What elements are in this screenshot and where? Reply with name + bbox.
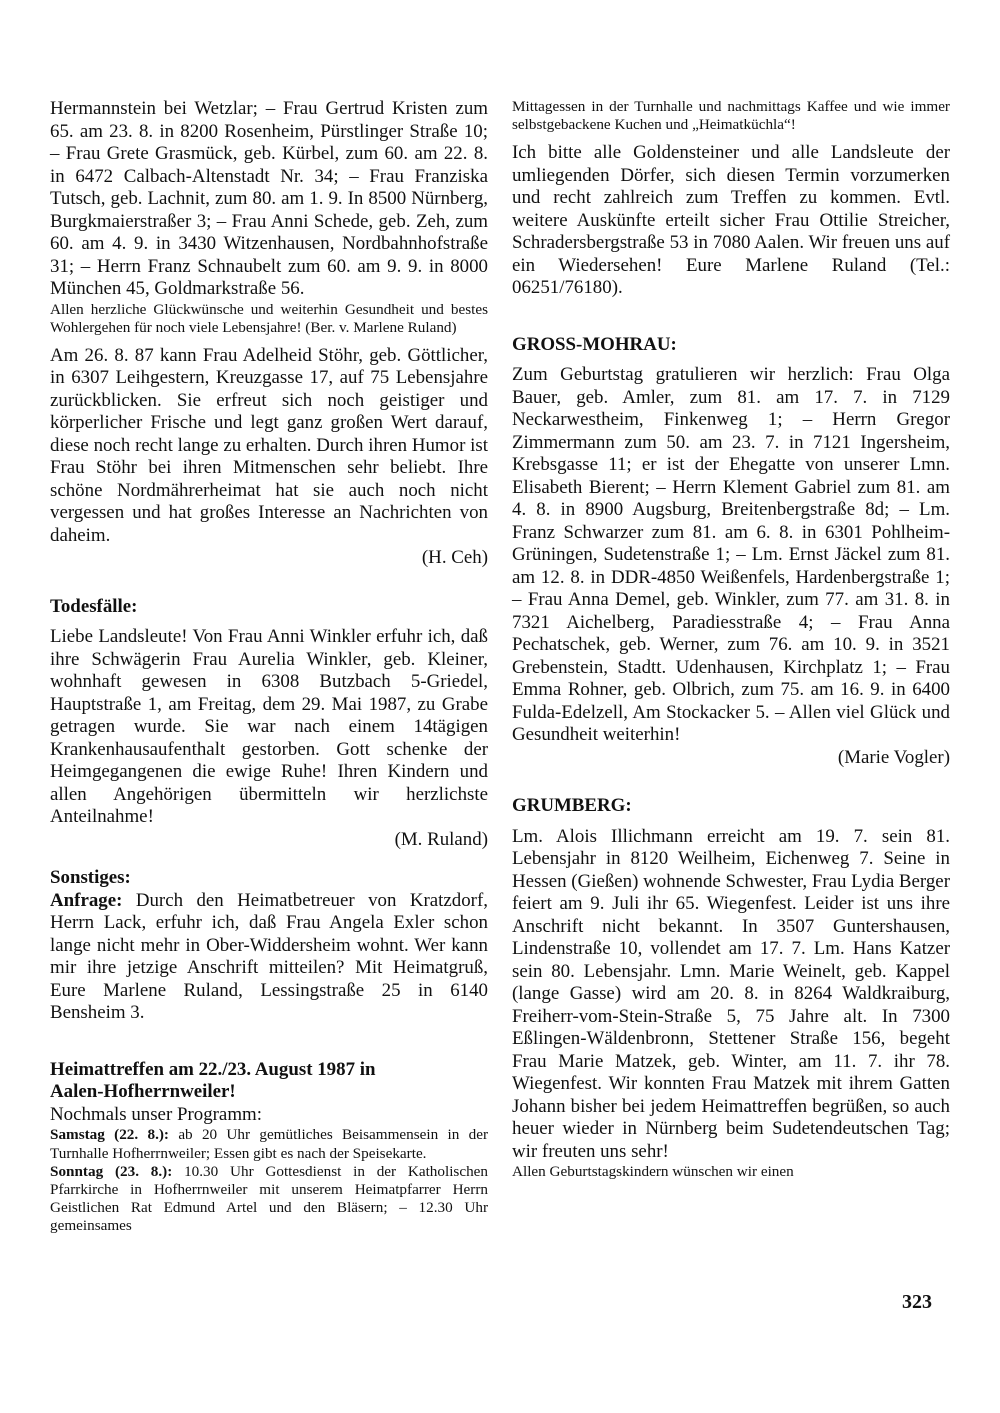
section-heading-sonstiges: Sonstiges: — [50, 867, 131, 889]
invitation-paragraph: Ich bitte alle Goldensteiner und alle Landsleute der umliegenden Dörfer, sich diesen Termin vorzumerken und recht zahlreich zum Treffen zu kommen. Evtl. weitere Auskünfte erteilt sicher Frau Ottilie Streicher, Schradersbergstraße 53 in 7080 Aalen. Wir freuen uns auf ein Wiedersehen! Eure Marlene Ruland (Tel.: 06251/76180). — [512, 142, 950, 299]
author-signature: (H. Ceh) — [421, 547, 488, 569]
section-heading-grumberg: GRUMBERG: — [512, 795, 632, 817]
congratulations-note: Allen herzliche Glückwünsche und weiterhin Gesundheit und bestes Wohlergehen für noch viele Lebensjahre! (Ber. v. Marlene Ruland) — [50, 300, 488, 336]
right-column — [512, 98, 950, 1182]
section-heading-gross-mohrau: GROSS-MOHRAU: — [512, 333, 677, 355]
program-intro: Nochmals unser Programm: — [50, 1103, 262, 1125]
inquiry-text: Durch den Heimatbetreuer von Kratzdorf, Herrn Lack, erfuhr ich, daß Frau Angela Exler schon lange nicht mehr in Ober-Widdersheim wohnt. Wer kann mir ihre jetzige Anschrift mitteilen? Mit Heimatgruß, Eure Marlene Ruland, Lessingstraße 25 in 6140 Bensheim 3. — [50, 889, 488, 1024]
reunion-heading-line-1: Heimattreffen am 22./23. August 1987 in — [50, 1058, 376, 1080]
inquiry-label: Anfrage: — [50, 889, 123, 911]
saturday-label: Samstag (22. 8.): — [50, 1126, 169, 1144]
left-column — [50, 98, 488, 1236]
author-signature: (M. Ruland) — [394, 828, 488, 850]
reunion-heading-line-2: Aalen-Hofherrnweiler! — [50, 1081, 236, 1103]
saturday-text: ab 20 Uhr gemütliches Beisammensein in der Turnhalle Hofherrnweiler; Essen gibt es nach der Speisekarte. — [50, 1126, 489, 1162]
section-heading-todesfaelle: Todesfälle: — [50, 595, 138, 617]
page-number: 323 — [902, 1291, 932, 1313]
stoehr-birthday-paragraph: Am 26. 8. 87 kann Frau Adelheid Stöhr, geb. Göttlicher, in 6307 Leihgestern, Kreuzgasse 17, auf 75 Lebensjahre zurückblicken. Sie erfreut sich noch geistiger und körperlicher Frische und legt ganz großen Wert darauf, diese noch recht lange zu erhalten. Durch ihren Humor ist Frau Stöhr bei ihren Mitmenschen sehr beliebt. Ihre schöne Nordmährerheimat hat sie auch noch nicht vergessen und hat großes Interesse an Nachrichten von daheim. — [50, 344, 488, 546]
gross-mohrau-birthdays: Zum Geburtstag gratulieren wir herzlich: Frau Olga Bauer, geb. Amler, zum 81. am 17. 7. in 7129 Neckarwestheim, Finkenweg 1; – Herrn Gregor Zimmermann zum 50. am 23. 7. in 7121 Ingersheim, Krebsgasse 11; er ist der Ehegatte von unserer Lmn. Elisabeth Bierent; – Herrn Klement Gabriel zum 81. am 4. 8. in 8900 Augsburg, Breitenbergstraße 8d; – Lm. Franz Schwarzer zum 81. am 6. 8. in 6301 Pohlheim-Grüningen, Sudetenstraße 1; – Lm. Ernst Jäckel zum 81. am 12. 8. in DDR-4850 Weißenfels, Hardenbergstraße 1; – Frau Anna Demel, geb. Winkler, zum 77. am 31. 8. in 7321 Aichelberg, Paradiesstraße 4; – Frau Anna Pechatschek, geb. Werner, zum 76. am 10. 9. in 3521 Grebenstein, Stadtt. Udenhausen, Kirchplatz 1; – Frau Emma Rohner, geb. Olbrich, zum 75. am 16. 9. in 6400 Fulda-Edelzell, Am Stockacker 5. – Allen viel Glück und Gesundheit weiterhin! — [512, 364, 950, 746]
author-signature: (Marie Vogler) — [837, 746, 950, 768]
birthday-list-paragraph: Hermannstein bei Wetzlar; – Frau Gertrud Kristen zum 65. am 23. 8. in 8200 Rosenheim, Pürstlinger Straße 10; – Frau Grete Grasmück, geb. Kürbel, zum 60. am 22. 8. in 6472 Calbach-Altenstadt Nr. 34; – Frau Franziska Tutsch, geb. Lachnit, zum 80. am 1. 9. In 8500 Nürnberg, Burgkmaierstraßer 3; – Frau Anni Schede, geb. Zeh, zum 60. am 4. 9. in 3430 Witzenhausen, Nordbahnhofstraße 31; – Herrn Franz Schnaubelt zum 60. am 9. 9. in 8000 München 45, Goldmarkstraße 56. — [50, 98, 488, 299]
program-sunday — [50, 1163, 488, 1236]
sunday-text: 10.30 Uhr Gottesdienst in der Katholischen Pfarrkirche in Hofherrnweiler mit unserem Heimatpfarrer Herrn Geistlichen Rat Edmund Artel und den Bläsern; – 12.30 Uhr gemeinsames — [50, 1162, 489, 1235]
program-continued-paragraph: Mittagessen in der Turnhalle und nachmittags Kaffee und wie immer selbstgebackene Kuchen und „Heimatküchla“! — [512, 98, 950, 134]
reunion-heading — [50, 1059, 488, 1104]
inquiry-paragraph — [50, 890, 488, 1025]
obituary-paragraph: Liebe Landsleute! Von Frau Anni Winkler erfuhr ich, daß ihre Schwägerin Frau Aurelia Winkler, geb. Kleiner, wohnhaft gewesen in 6308 Butzbach 5-Griedel, Hauptstraße 1, am Freitag, dem 29. Mai 1987, zu Grabe getragen wurde. Sie war nach einem 14tägigen Krankenhausaufenthalt gestorben. Gott schenke der Heimgegangenen die ewige Ruhe! Ihren Kindern und allen Angehörigen übermitteln wir herzlichste Anteilnahme! — [50, 626, 488, 828]
grumberg-birthdays: Lm. Alois Illichmann erreicht am 19. 7. sein 81. Lebensjahr in 8120 Weilheim, Eichenweg 7. Seine in Hessen (Gießen) wohnende Schwester, Frau Lydia Berger feiert am 9. Juli ihr 65. Wiegenfest. Leider ist uns ihre Anschrift nicht bekannt. In 3507 Guntershausen, Lindenstraße 10, vollendet am 17. 7. Lm. Hans Katzer sein 80. Lebensjahr. Lmn. Marie Weinelt, geb. Kappel (lange Gasse) wird am 20. 8. in 8264 Waldkraiburg, Freiherr-vom-Stein-Straße 5, 75 Jahre alt. In 7300 Eßlingen-Wäldenbronn, Stettener Straße 156, begeht Frau Marie Matzek, geb. Winter, am 11. 7. ihr 78. Wiegenfest. Wir konnten Frau Matzek mit ihrem Gatten Johann bisher bei jedem Heimattreffen begrüßen, so auch heuer wieder in Nürnberg beim Sudetendeutschen Tag; wir freuten uns sehr! — [512, 825, 950, 1162]
sunday-label: Sonntag (23. 8.): — [50, 1162, 173, 1180]
closing-line: Allen Geburtstagskindern wünschen wir einen — [512, 1163, 794, 1181]
program-saturday — [50, 1126, 488, 1162]
